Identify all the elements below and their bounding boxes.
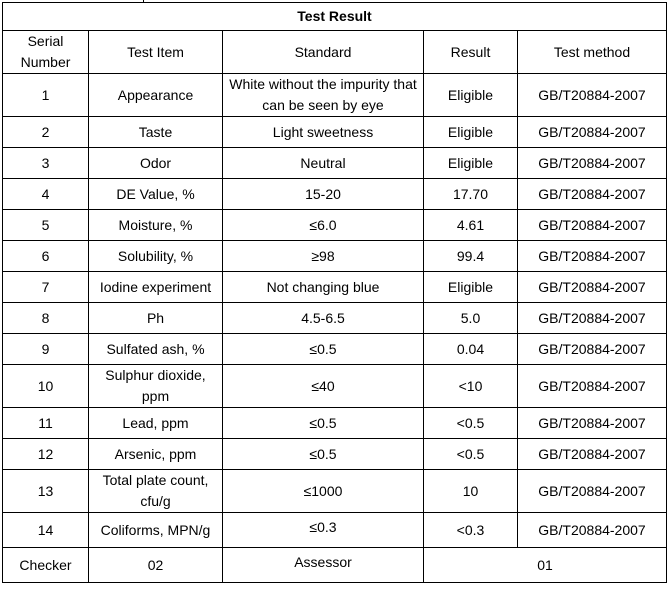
- cell-serial-number: 1: [3, 74, 89, 117]
- header-test-method: Test method: [518, 31, 667, 74]
- cell-serial-number: 9: [3, 334, 89, 365]
- cell-result: 0.04: [424, 334, 518, 365]
- cell-result: <0.5: [424, 408, 518, 439]
- cell-standard: ≤0.5: [223, 408, 424, 439]
- cell-test-item: Total plate count, cfu/g: [89, 470, 223, 513]
- table-row: [3, 272, 667, 303]
- cell-test-method: GB/T20884-2007: [518, 272, 667, 303]
- cell-standard: ≤0.5: [223, 334, 424, 365]
- cell-standard: ≥98: [223, 241, 424, 272]
- cell-test-item: Sulphur dioxide, ppm: [89, 365, 223, 408]
- cell-serial-number: 13: [3, 470, 89, 513]
- cell-serial-number: 10: [3, 365, 89, 408]
- cell-test-method: GB/T20884-2007: [518, 210, 667, 241]
- cell-test-item: Appearance: [89, 74, 223, 117]
- cell-result: Eligible: [424, 148, 518, 179]
- cell-test-method: GB/T20884-2007: [518, 470, 667, 513]
- cell-serial-number: 4: [3, 179, 89, 210]
- cell-serial-number: 3: [3, 148, 89, 179]
- footer-row: [3, 548, 667, 583]
- cell-test-method: GB/T20884-2007: [518, 513, 667, 548]
- cell-result: <0.5: [424, 439, 518, 470]
- cell-test-item: Solubility, %: [89, 241, 223, 272]
- table-row: [3, 241, 667, 272]
- cell-result: <10: [424, 365, 518, 408]
- cell-result: 17.70: [424, 179, 518, 210]
- cell-test-method: GB/T20884-2007: [518, 74, 667, 117]
- cell-test-method: GB/T20884-2007: [518, 241, 667, 272]
- table-row: [3, 408, 667, 439]
- cell-standard: Neutral: [223, 148, 424, 179]
- table-row: [3, 513, 667, 548]
- cell-standard: ≤0.3: [223, 513, 424, 548]
- cell-standard: 4.5-6.5: [223, 303, 424, 334]
- cell-test-item: Sulfated ash, %: [89, 334, 223, 365]
- table-row: [3, 148, 667, 179]
- test-result-table: [2, 2, 667, 583]
- cell-result: Eligible: [424, 272, 518, 303]
- table-row: [3, 74, 667, 117]
- header-standard: Standard: [223, 31, 424, 74]
- cell-serial-number: 8: [3, 303, 89, 334]
- cell-result: Eligible: [424, 74, 518, 117]
- cell-standard: ≤0.5: [223, 439, 424, 470]
- table-row: [3, 470, 667, 513]
- cell-result: Eligible: [424, 117, 518, 148]
- cell-test-item: Iodine experiment: [89, 272, 223, 303]
- table-row: [3, 117, 667, 148]
- cell-serial-number: 14: [3, 513, 89, 548]
- cell-test-item: Odor: [89, 148, 223, 179]
- cell-test-item: Lead, ppm: [89, 408, 223, 439]
- cell-test-method: GB/T20884-2007: [518, 117, 667, 148]
- assessor-value: 01: [424, 548, 667, 583]
- table-row: [3, 365, 667, 408]
- cell-serial-number: 12: [3, 439, 89, 470]
- cell-test-method: GB/T20884-2007: [518, 365, 667, 408]
- header-row: [3, 31, 667, 74]
- cell-standard: 15-20: [223, 179, 424, 210]
- checker-label: Checker: [3, 548, 89, 583]
- table-title: Test Result: [3, 3, 667, 31]
- header-serial-number: Serial Number: [3, 31, 89, 74]
- cell-standard: Light sweetness: [223, 117, 424, 148]
- cell-test-item: Arsenic, ppm: [89, 439, 223, 470]
- cell-standard: ≤40: [223, 365, 424, 408]
- cell-test-item: Moisture, %: [89, 210, 223, 241]
- cell-serial-number: 2: [3, 117, 89, 148]
- cell-test-method: GB/T20884-2007: [518, 303, 667, 334]
- table-row: [3, 334, 667, 365]
- cell-serial-number: 7: [3, 272, 89, 303]
- cell-test-method: GB/T20884-2007: [518, 148, 667, 179]
- cell-test-method: GB/T20884-2007: [518, 179, 667, 210]
- cell-result: 10: [424, 470, 518, 513]
- cell-serial-number: 11: [3, 408, 89, 439]
- table-row: [3, 439, 667, 470]
- cell-result: 5.0: [424, 303, 518, 334]
- cell-test-method: GB/T20884-2007: [518, 408, 667, 439]
- cell-standard: White without the impurity that can be seen by eye: [223, 74, 424, 117]
- header-result: Result: [424, 31, 518, 74]
- cell-test-item: DE Value, %: [89, 179, 223, 210]
- cell-test-item: Taste: [89, 117, 223, 148]
- table-row: [3, 210, 667, 241]
- checker-value: 02: [89, 548, 223, 583]
- cell-serial-number: 6: [3, 241, 89, 272]
- header-test-item: Test Item: [89, 31, 223, 74]
- cell-standard: Not changing blue: [223, 272, 424, 303]
- cell-test-item: Ph: [89, 303, 223, 334]
- cell-result: <0.3: [424, 513, 518, 548]
- cell-result: 99.4: [424, 241, 518, 272]
- table-row: [3, 179, 667, 210]
- cell-standard: ≤6.0: [223, 210, 424, 241]
- cell-test-item: Coliforms, MPN/g: [89, 513, 223, 548]
- cell-standard: ≤1000: [223, 470, 424, 513]
- cell-result: 4.61: [424, 210, 518, 241]
- cell-test-method: GB/T20884-2007: [518, 334, 667, 365]
- assessor-label: Assessor: [223, 548, 424, 583]
- cell-serial-number: 5: [3, 210, 89, 241]
- table-row: [3, 303, 667, 334]
- cell-test-method: GB/T20884-2007: [518, 439, 667, 470]
